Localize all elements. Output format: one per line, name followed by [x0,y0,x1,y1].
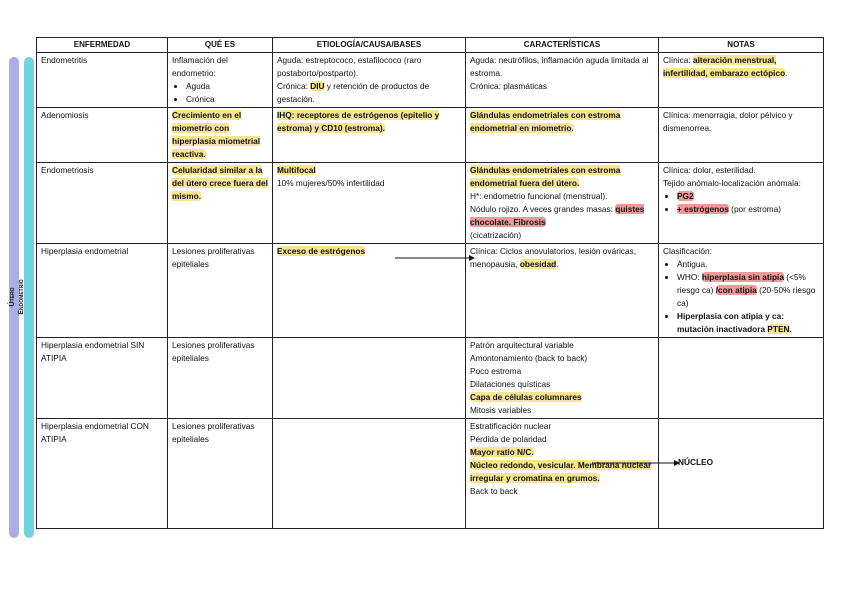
header-caracteristicas: CARACTERÍSTICAS [466,38,659,53]
cell-char [466,108,659,163]
char-text: Estratificación nuclear [470,421,552,431]
char-text: Nódulo rojizo. A veces grandes masas: [470,204,616,214]
etio-text: y retención de productos de gestación. [277,81,430,104]
cell-what [168,419,273,529]
what-text: Inflamación del endometrio: [172,55,228,78]
cell-char [466,419,659,529]
what-text: Lesiones proliferativas epiteliales [172,340,255,363]
highlight-pink-text: + estrógenos [677,204,729,214]
header-etiologia: ETIOLOGÍA/CAUSA/BASES [273,38,466,53]
char-text: Back to back [470,486,518,496]
list-item [677,310,819,336]
notes-text: . [789,324,792,334]
disease-name: Hiperplasia endometrial CON ATIPIA [41,421,149,444]
list-item [677,271,819,310]
cell-char [466,163,659,244]
highlight-text: IHQ: receptores de estrógenos (epitelio y estroma) y CD10 (estroma). [277,110,440,133]
highlight-text: obesidad [519,259,557,269]
cell-char [466,53,659,108]
list-item [677,258,819,271]
disease-table [36,37,824,529]
header-que-es: QUÉ ES [168,38,273,53]
highlight-text: Exceso de estrógenos [277,246,366,256]
char-text: Mitosis variables [470,405,532,415]
highlight-text: Glándulas endometriales con estroma endometrial fuera del útero. [470,165,621,188]
char-text: Crónica: plasmáticas [470,81,548,91]
highlight-text: Celularidad similar a la del útero crece fuera del mismo. [172,165,268,201]
highlight-text: Glándulas endometriales con estroma endometrial en miometrio. [470,110,621,133]
highlight-pink-text: PG2 [677,191,694,201]
disease-name: Hiperplasia endometrial SIN ATIPIA [41,340,145,363]
highlight-pink-text: /con atipia [715,285,757,295]
char-text: Poco estroma [470,366,522,376]
char-text: Dilataciones quísticas [470,379,551,389]
what-text: Lesiones proliferativas epiteliales [172,421,255,444]
highlight-text: Multifocal [277,165,316,175]
notes-text: Clínica: menorragia, dolor pélvico y dismenorrea. [663,110,793,133]
char-text: (cicatrización) [470,230,522,240]
highlight-pink-text: hiperplasia sin atipia [701,272,784,282]
cell-disease [37,53,168,108]
notes-text: Clínica: dolor, esterilidad. [663,165,756,175]
notes-text: Clínica: [663,55,693,65]
disease-name: Hiperplasia endometrial [41,246,129,256]
cell-etio [273,108,466,163]
notes-text: WHO: [677,272,702,282]
char-text: Clínica: Ciclos anovulatorios, lesión ováricas, menopausia, [470,246,637,269]
list-item [677,190,819,203]
highlight-text: DIU [310,81,325,91]
notes-list [663,190,819,216]
cell-disease [37,419,168,529]
cell-etio [273,163,466,244]
cell-disease [37,108,168,163]
highlight-text: PTEN [767,324,790,334]
table-row [37,108,824,163]
char-text: Amontonamiento (back to back) [470,353,588,363]
char-text: Patrón arquitectural variable [470,340,574,350]
side-label [8,272,38,322]
highlight-text: Crecimiento en el miometrio con hiperplasia miometrial reactiva. [172,110,261,159]
nucleo-label: NÚCLEO [678,457,714,467]
table-row [37,338,824,419]
char-text: Pérdida de polaridad [470,434,547,444]
cell-notes [659,244,824,338]
notes-text: (<5% riesgo ca) [677,272,806,295]
highlight-text: Núcleo redondo, vesicular. Membrana nuclear irregular y cromatina en grumos. [470,460,652,483]
char-text: . [556,259,559,269]
list-item: • Aguda [186,80,268,93]
cell-notes [659,419,824,529]
cell-etio [273,338,466,419]
cell-etio [273,53,466,108]
highlight-text: Capa de células columnares [470,392,582,402]
cell-disease [37,244,168,338]
cell-what [168,338,273,419]
cell-notes [659,163,824,244]
cell-notes [659,338,824,419]
char-text: Aguda: neutrófilos, inflamación aguda limitada al estroma. [470,55,649,78]
cell-disease [37,163,168,244]
list-item [677,203,819,216]
disease-name: Adenomiosis [41,110,89,120]
notes-text: . [785,68,788,78]
cell-disease [37,338,168,419]
notes-text: Antigua. [677,259,708,269]
cell-what [168,163,273,244]
cell-etio [273,419,466,529]
cell-char [466,244,659,338]
arrow-right-icon [395,254,475,262]
notes-text: Clasificación: [663,246,712,256]
etio-text: Aguda: estreptococo, estafilococo (raro postaborto/postparto). [277,55,422,78]
notes-text: (20-50% riesgo ca) [677,285,816,308]
what-list [172,80,268,106]
table-row [37,419,824,529]
etio-text: 10% mujeres/50% infertilidad [277,178,385,188]
cell-notes [659,53,824,108]
header-notas: NOTAS [659,38,824,53]
what-text: Lesiones proliferativas epiteliales [172,246,255,269]
notes-text: (por estroma) [728,204,781,214]
char-text: H*: endometrio funcional (menstrual). [470,191,608,201]
header-enfermedad: ENFERMEDAD [37,38,168,53]
cell-what [168,53,273,108]
cell-what [168,108,273,163]
notes-list [663,258,819,336]
notes-text: Tejido anómalo-localización anómala: [663,178,801,188]
etio-text: Crónica: [277,81,311,91]
table-row [37,163,824,244]
highlight-text: alteración menstrual, infertilidad, embarazo ectópico [663,55,786,78]
table-row [37,53,824,108]
list-item: • Crónica [186,93,268,106]
arrow-right-icon [592,459,680,467]
cell-notes [659,108,824,163]
highlight-text: Mayor ratio N/C. [470,447,534,457]
side-label-endometrio: Endometrio [18,279,25,315]
header-row [37,38,824,53]
side-label-utero: Útero [9,287,16,307]
disease-name: Endometriosis [41,165,94,175]
notes-text: Hiperplasia con atipia y ca: mutación inactivadora [677,311,784,334]
cell-what [168,244,273,338]
cell-char [466,338,659,419]
highlight-pink-text: quistes chocolate. Fibrosis [470,204,645,227]
disease-name: Endometritis [41,55,88,65]
